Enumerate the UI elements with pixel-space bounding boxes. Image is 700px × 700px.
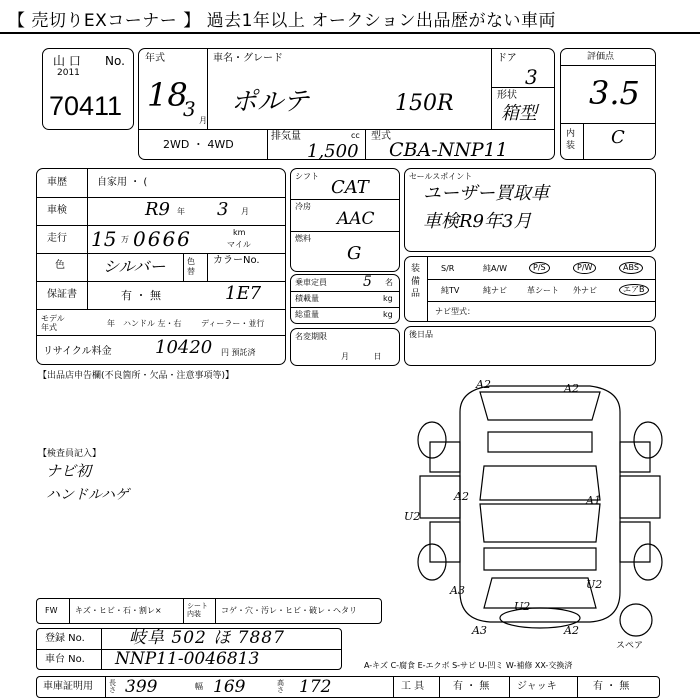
history-box [36,168,286,365]
color-label: 色 [55,260,65,271]
navi-model-label: ナビ型式： [435,307,475,316]
equip-aw: 純A/W [483,264,508,273]
drive-label: 2WD ・ 4WD [163,138,234,151]
recycle-unit: 円 預託済 [221,348,256,357]
jack-value: 有 ・ 無 [593,681,630,692]
shift-value: CAT [331,177,369,198]
mark-rear-left-a3: A3 [450,584,465,597]
len-value: 399 [125,677,158,697]
warranty-value: 有 ・ 無 [121,289,161,302]
history-label: 車歴 [47,177,67,188]
month-value: 3 [183,97,196,121]
mark-front-right-a2: A2 [564,382,579,395]
equip-navi: 純ナビ [483,286,507,295]
interior-value: C [611,127,625,148]
name-change-box [290,328,400,366]
model-year-unit: 年 [107,319,115,328]
len-label: 長さ [109,679,116,694]
seller-notes-label: 【出品店申告欄(不良箇所・欠品・注意事項等)】 [38,371,235,381]
inspector-line2: ハンドルハゲ [46,487,130,503]
mileage-km: km [233,228,246,237]
sales-point-line2: 車検R9年3月 [423,211,532,232]
inspection-year-unit: 年 [177,207,185,216]
lot-number: 70411 [49,91,123,121]
mileage-rest: 0666 [133,227,192,251]
interior-label: 内装 [566,129,576,151]
equipment-box [404,256,656,322]
cc-label: 排気量 [271,131,301,142]
header-title: 【 売切りEXコーナー 】 過去1年以上 オークション出品歴がない車両 [8,11,556,31]
inspection-year: R9 [145,199,171,220]
capacity-unit: 名 [385,278,393,287]
recycle-label: リサイクル料金 [43,346,112,357]
reg-label: 登録 No. [45,633,85,644]
name-change-label: 名変期限 [295,332,327,341]
warranty-label: 保証書 [47,289,77,300]
score-box [560,48,656,160]
mark-right-door-a1: A1 [586,494,601,507]
year-label: 年式 [145,53,165,64]
capacity-value: 5 [363,274,372,290]
month-unit: 月 [199,116,207,125]
mileage-unit: 万 [121,235,129,244]
condition-seat-label: シート内装 [187,602,208,619]
color-change: 色替 [187,257,195,276]
chassis-value: NNP11-0046813 [115,649,260,669]
height-label: 高さ [277,679,284,694]
inspector-line1: ナビ初 [46,462,92,480]
condition-items2: コゲ・穴・汚レ・ヒビ・破レ・ヘタリ [221,606,357,615]
gross-label: 総重量 [295,310,319,319]
equip-ps: P/S [529,262,550,274]
mileage-10k: 15 [91,227,117,251]
equip-ext-navi: 外ナビ [573,286,597,295]
color-no-value: 1E7 [225,283,262,304]
name-value: ポルテ [231,87,310,117]
name-change-unit: 月 日 [341,352,382,361]
sales-point-box [404,168,656,252]
load-label: 積載量 [295,294,319,303]
grade-value: 150R [395,91,454,116]
condition-row [36,598,382,624]
mark-bumper-a2: A2 [564,624,579,637]
venue-label: 山 口 [53,54,81,68]
car-damage-diagram [400,372,680,642]
inspection-month-unit: 月 [241,207,249,216]
chassis-label: 車台 No. [45,654,85,665]
ac-value: AAC [337,209,375,229]
equip-sr: S/R [441,264,455,273]
shape-label: 形状 [497,90,517,101]
mileage-label: 走行 [47,233,67,244]
mark-bumper-a3: A3 [472,624,487,637]
load-unit: kg [383,294,393,303]
mark-left-door-a2: A2 [454,490,469,503]
sales-point-line1: ユーザー買取車 [423,183,549,204]
damage-legend: A-キズ C-腐食 E-エクボ S-サビ U-凹ミ W-補修 XX-交換済 [364,661,573,670]
shift-label: シフト [295,172,319,181]
registration-box [36,628,342,670]
recycle-value: 10420 [155,337,213,358]
mark-rear-right-u2: U2 [586,578,603,591]
fuel-label: 燃料 [295,234,311,243]
ac-label: 冷房 [295,202,311,211]
lot-year: 2011 [57,68,80,78]
after-box [404,326,656,366]
mechanical-box [290,168,400,272]
mileage-mile: マイル [227,240,251,249]
gross-unit: kg [383,310,393,319]
lot-box [42,48,134,130]
color-no-label: カラーNo. [213,255,260,266]
condition-fw-label: FW [45,606,58,615]
shape-value: 箱型 [501,103,537,124]
mark-left-u2: U2 [404,510,421,523]
equip-tv: 純TV [441,286,460,295]
equip-leather: 革シート [527,286,559,295]
vehicle-box [138,48,555,160]
handle-value: ハンドル 左・右 [123,319,182,328]
cc-unit: cc [351,131,360,140]
equip-pw: P/W [573,262,596,274]
condition-items: キズ・ヒビ・石・割レ× [75,606,162,615]
spare-label: スペア [616,641,644,651]
capacity-box [290,274,400,324]
model-label: 型式 [371,131,391,142]
cert-label: 車庫証明用 [43,681,93,692]
lot-no-label: No. [105,54,125,68]
reg-value: 岐阜 502 ほ 7887 [129,628,285,648]
footer-row [36,676,660,698]
inspector-label: 【検査員記入】 [38,449,102,459]
after-label: 後日品 [409,330,433,339]
jack-label: ジャッキ [517,681,557,692]
score-value: 3.5 [589,74,640,112]
inspection-label: 車検 [47,205,67,216]
cc-value: 1,500 [307,141,359,162]
header-bar [0,0,700,34]
score-label: 評価点 [587,52,615,62]
equipment-label: 装備品 [411,264,421,300]
tools-label: 工 具 [401,681,425,692]
inspection-month: 3 [217,199,229,220]
height-value: 172 [299,677,332,697]
width-value: 169 [213,677,246,697]
year-value: 18 [147,76,188,114]
capacity-label: 乗車定員 [295,278,327,287]
door-value: 3 [525,65,538,89]
tools-value: 有 ・ 無 [453,681,490,692]
door-label: ドア [497,53,517,64]
dealer-value: ディーラー・並行 [201,319,265,328]
equip-airbag: エアB [619,284,649,296]
mark-front-a2: A2 [476,378,491,391]
history-value: 自家用 ・ ( [97,177,148,188]
mark-rear-u2: U2 [514,600,531,613]
sales-point-label: セールスポイント [409,172,473,181]
model-value: CBA-NNP11 [389,139,508,161]
model-year-label: モデル年式 [41,314,65,332]
color-value: シルバー [103,257,166,276]
fuel-value: G [347,243,362,264]
name-label: 車名・グレード [213,53,283,64]
equip-abs: ABS [619,262,643,274]
width-label: 幅 [195,682,203,691]
